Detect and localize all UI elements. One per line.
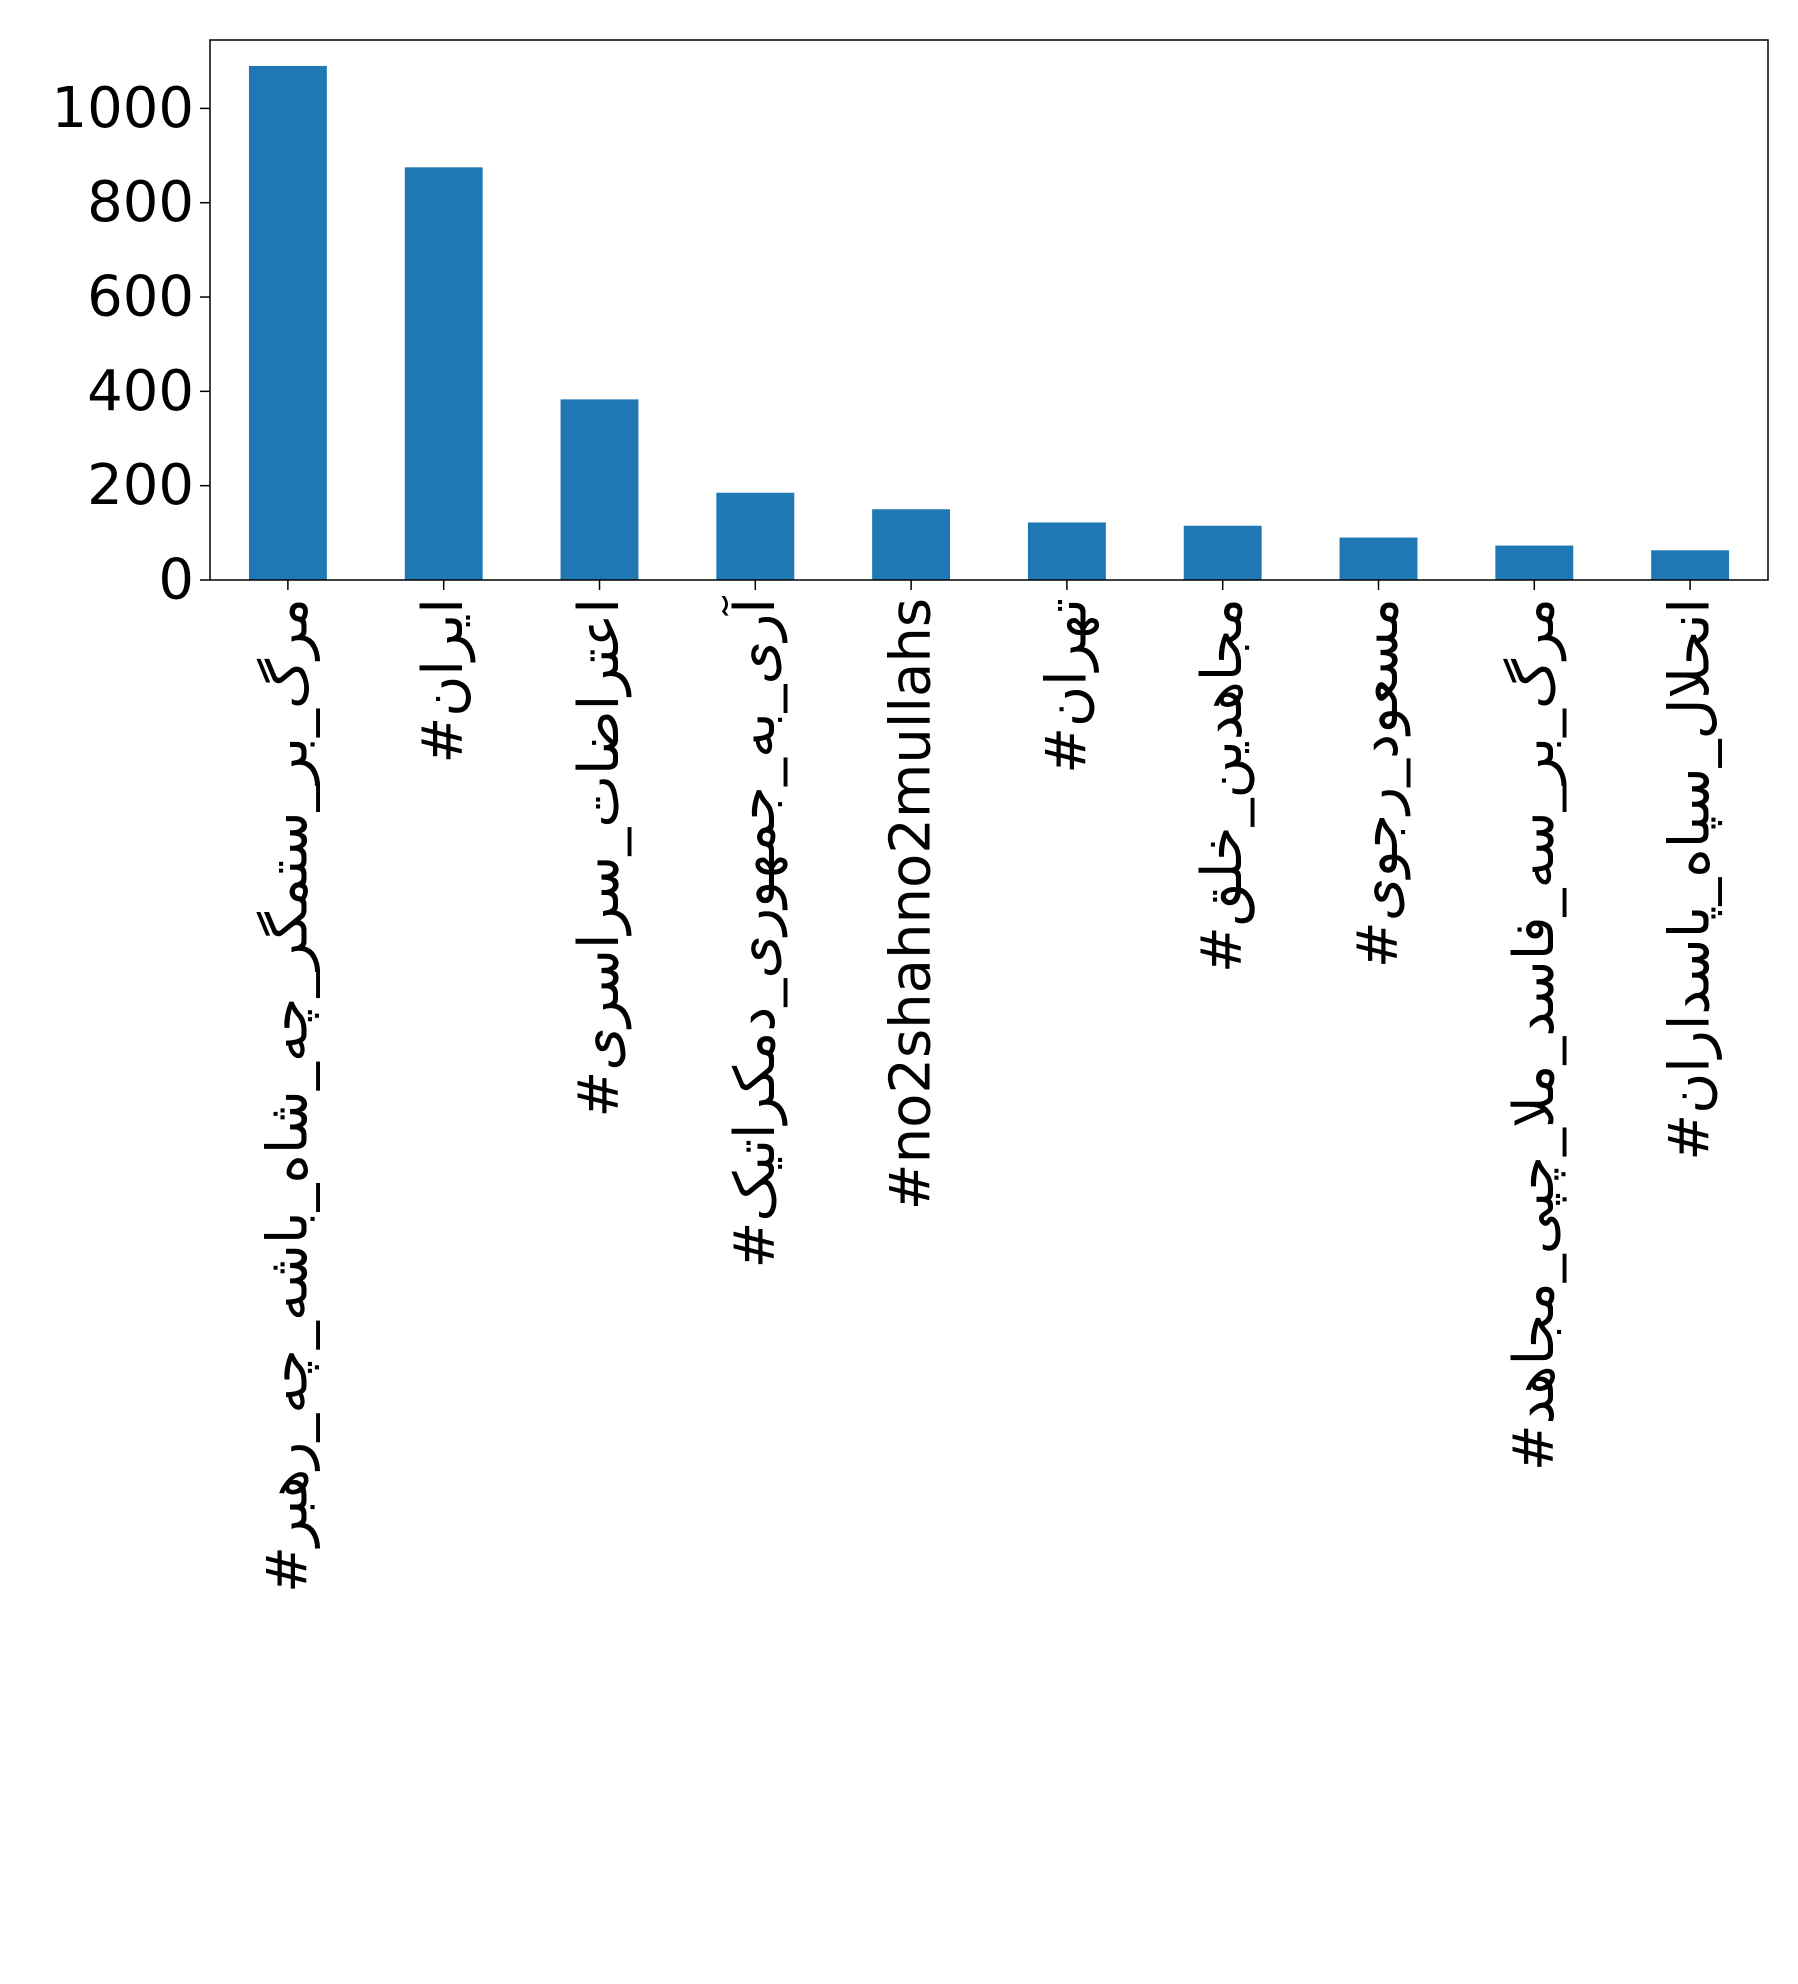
bars-group [249,66,1729,580]
bar-3 [561,399,639,580]
x-tick-label: #انحلال_سپاه_پاسداران [1657,598,1723,1161]
x-tick-label: #no2shahno2mullahs [878,598,944,1211]
y-axis-ticks [51,76,210,613]
bar-1 [249,66,327,580]
x-tick-label: #تهران [1034,598,1100,774]
bar-5 [872,509,950,580]
x-tick-label: #مرگ_بر_سه_فاسد_ملا_چپی_مجاهد [1501,598,1567,1472]
y-tick-label: 0 [158,547,194,613]
bar-6 [1028,522,1106,580]
y-tick-label: 400 [87,358,194,424]
x-tick-label: #اعتراضات_سراسری [567,598,632,1118]
bar-10 [1651,550,1729,580]
x-tick-label: #مسعود_رجوی [1346,598,1411,969]
bar-7 [1184,526,1262,580]
bar-8 [1340,538,1418,580]
y-tick-label: 200 [87,453,194,519]
bar-9 [1495,546,1573,580]
y-tick-label: 1000 [51,75,194,141]
x-axis-ticks [255,580,1722,1593]
x-tick-label: #مرگ_بر_ستمگر_چه_شاه_باشه_چه_رهبر [255,598,321,1594]
y-tick-label: 800 [87,170,194,236]
y-tick-label: 600 [87,264,194,330]
bar-2 [405,167,483,580]
x-tick-label: #آری_به_جمهوری_دمکراتیک [722,598,788,1269]
x-tick-label: #مجاهدین_خلق [1190,598,1256,974]
x-tick-label: #ایران [411,598,477,764]
bar-4 [716,493,794,580]
